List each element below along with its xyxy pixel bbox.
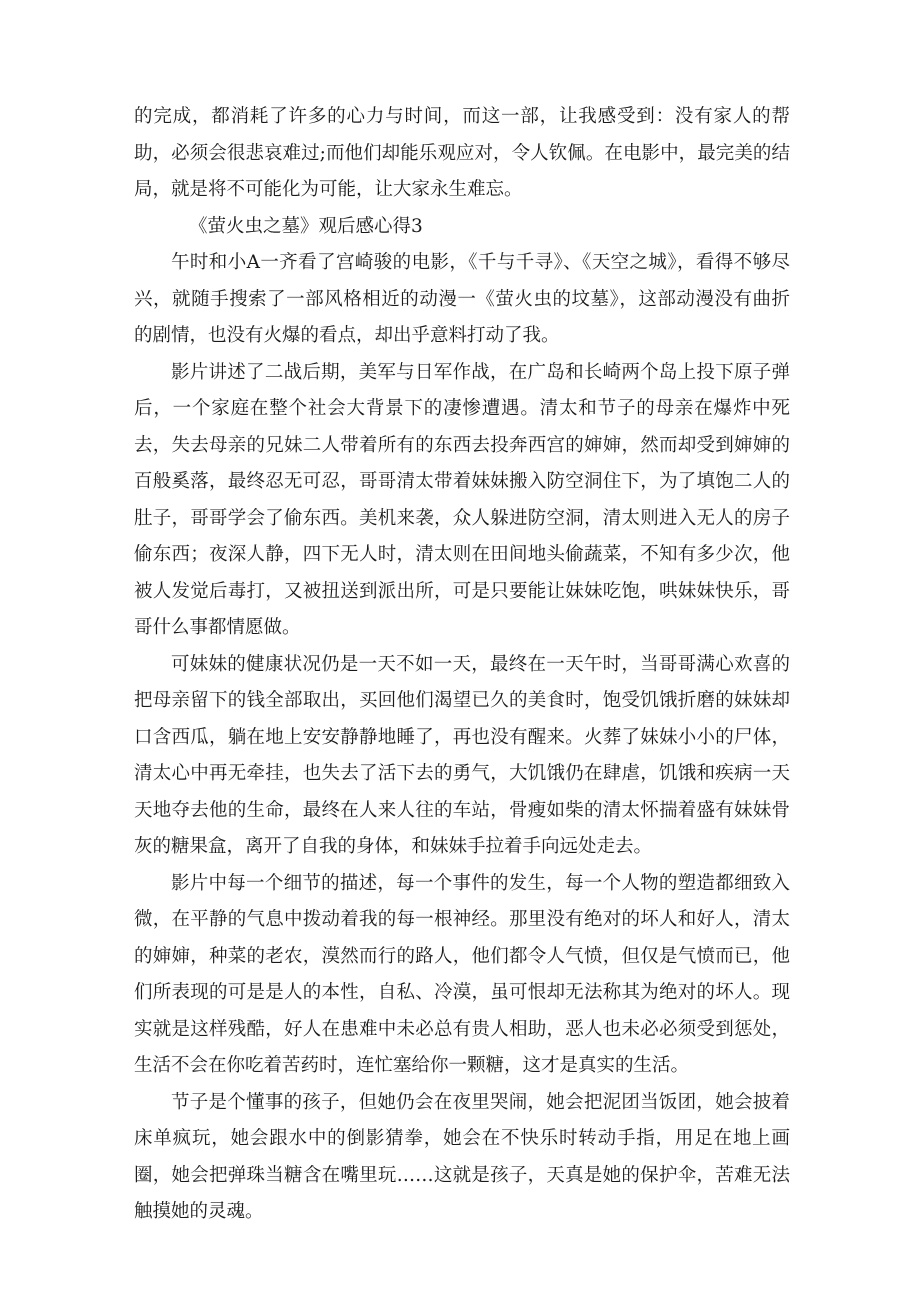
paragraph: 节子是个懂事的孩子，但她仍会在夜里哭闹，她会把泥团当饭团，她会披着床单疯玩，她会跟水中的倒影猜拳，她会在不快乐时转动手指，用足在地上画圈，她会把弹珠当糖含在嘴里玩……这就是孩子，天真是她的保护伞，苦难无法触摸她的灵魂。 xyxy=(134,1091,790,1222)
paragraph: 影片中每一个细节的描述，每一个事件的发生，每一个人物的塑造都细致入微，在平静的气息中拨动着我的每一根神经。那里没有绝对的坏人和好人，清太的婶婶，种菜的老农，漠然而行的路人，他们都令人气愤，但仅是气愤而已，他们所表现的可是是人的本性，自私、冷漠，虽可恨却无法称其为绝对的坏人。现实就是这样残酷，好人在患难中未必总有贵人相助，恶人也未必必须受到惩处，生活不会在你吃着苦药时，连忙塞给你一颗糖，这才是真实的生活。 xyxy=(134,872,790,1076)
paragraph-continuation: 的完成，都消耗了许多的心力与时间，而这一部，让我感受到：没有家人的帮助，必须会很悲哀难过;而他们却能乐观应对，令人钦佩。在电影中，最完美的结局，就是将不可能化为可能，让大家永生难忘。 xyxy=(134,106,790,200)
paragraph: 影片讲述了二战后期，美军与日军作战，在广岛和长崎两个岛上投下原子弹后，一个家庭在整个社会大背景下的凄惨遭遇。清太和节子的母亲在爆炸中死去，失去母亲的兄妹二人带着所有的东西去投奔西宫的婶婶，然而却受到婶婶的百般奚落，最终忍无可忍，哥哥清太带着妹妹搬入防空洞住下，为了填饱二人的肚子，哥哥学会了偷东西。美机来袭，众人躲进防空洞，清太则进入无人的房子偷东西；夜深人静，四下无人时，清太则在田间地头偷蔬菜，不知有多少次，他被人发觉后毒打，又被扭送到派出所，可是只要能让妹妹吃饱，哄妹妹快乐，哥哥什么事都情愿做。 xyxy=(134,361,790,638)
paragraph: 可妹妹的健康状况仍是一天不如一天，最终在一天午时，当哥哥满心欢喜的把母亲留下的钱全部取出，买回他们渴望已久的美食时，饱受饥饿折磨的妹妹却口含西瓜，躺在地上安安静静地睡了，再也没有醒来。火葬了妹妹小小的尸体，清太心中再无牵挂，也失去了活下去的勇气，大饥饿仍在肆虐，饥饿和疾病一天天地夺去他的生命，最终在人来人往的车站，骨瘦如柴的清太怀揣着盛有妹妹骨灰的糖果盒，离开了自我的身体，和妹妹手拉着手向远处走去。 xyxy=(134,653,790,857)
document-body xyxy=(134,99,790,1231)
paragraph: 午时和小A一齐看了宫崎骏的电影，《千与千寻》、《天空之城》，看得不够尽兴，就随手搜索了一部风格相近的动漫一《萤火虫的坟墓》，这部动漫没有曲折的剧情，也没有火爆的看点，却出乎意料打动了我。 xyxy=(134,252,790,346)
section-heading: 《萤火虫之墓》观后感心得3 xyxy=(189,215,423,237)
